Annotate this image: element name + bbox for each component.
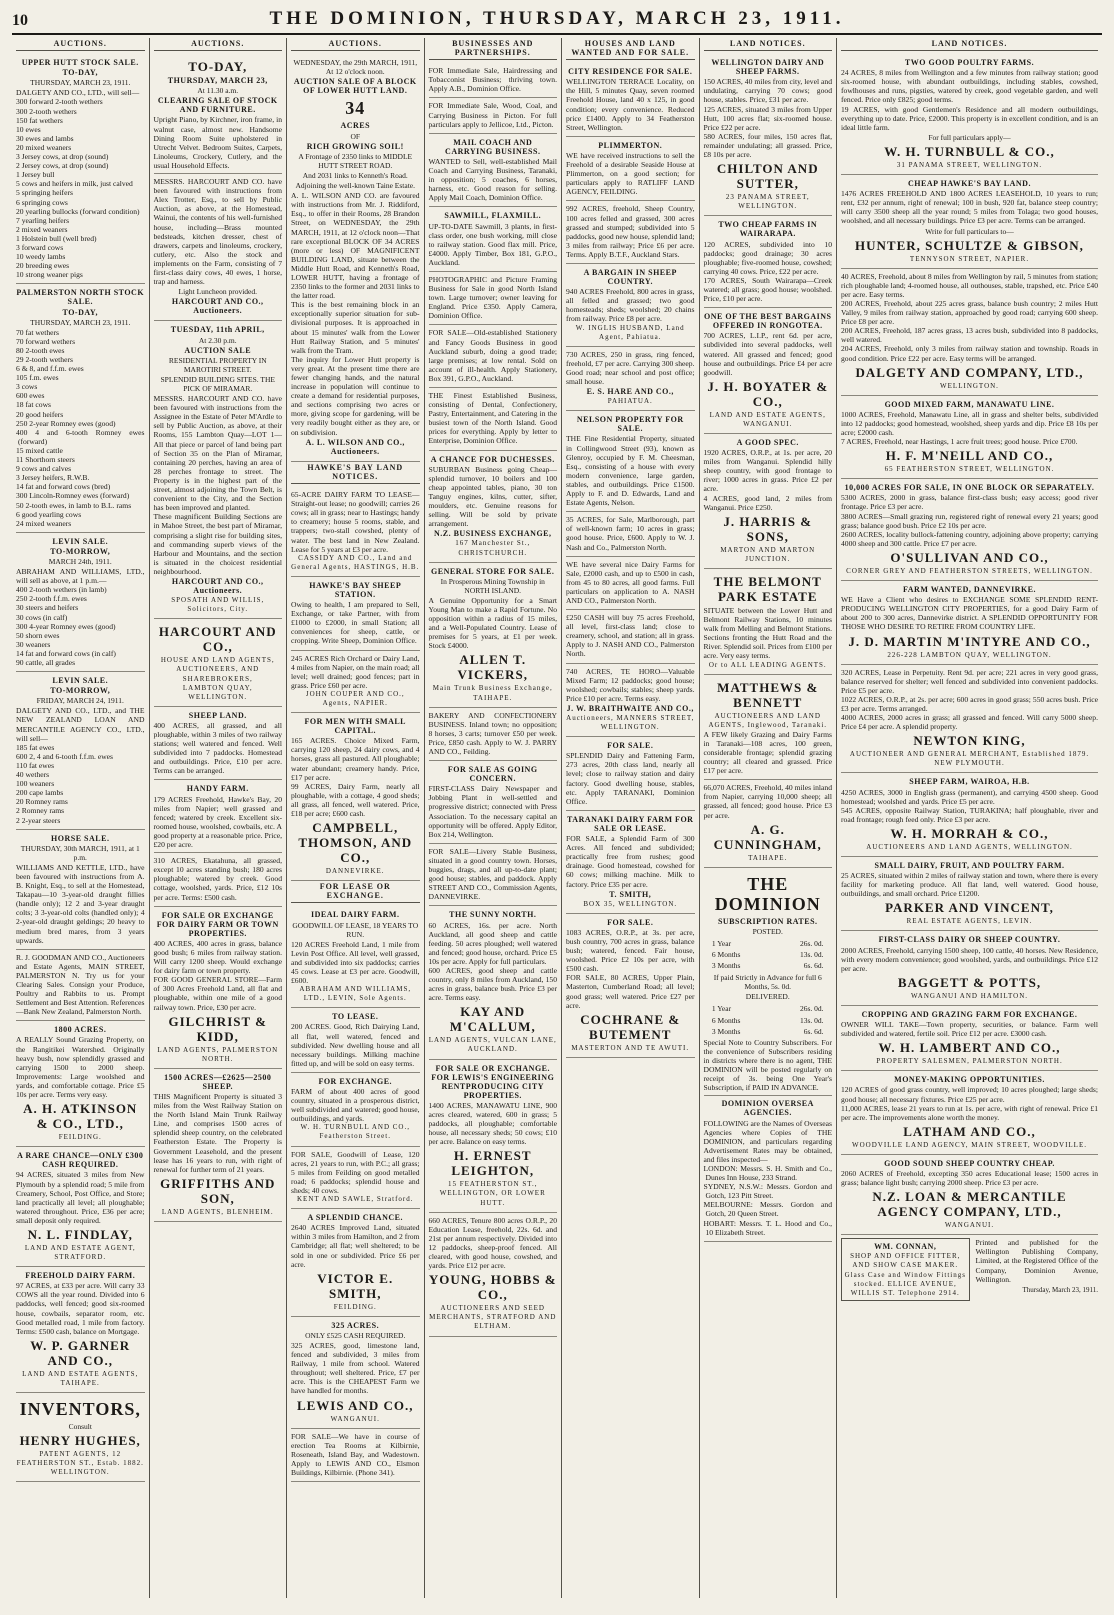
advertiser-name: HARCOURT AND CO., <box>158 624 277 655</box>
ad-freehold-dairy: FREEHOLD DAIRY FARM. 97 ACRES, at £33 per acre. Will carry 33 COWS all the year round. Divided into 6 paddocks, well fenced; good six-roomed house, cowbails, separator room, etc. Good metalled road, 1 mile from factory. Terms: £500 cash, balance on Mortgage. W. P. GARNER AND CO., LAND AND ESTATE AGENTS, TAIHAPE. <box>16 1267 145 1393</box>
list-item: 1 Jersey bull <box>16 170 55 180</box>
list-item: 2 Jersey cows, at drop (sound) <box>16 161 109 171</box>
rate-row <box>712 939 824 948</box>
ad-ideal-dairy: IDEAL DAIRY FARM. GOODWILL OF LEASE, 18 YEARS TO RUN. 120 ACRES Freehold Land, 1 mile from Levin Post Office. All level, well grassed, and subdivided into six paddocks; carries 45 cows. Lease at £3 per acre. Goodwill, £600. ABRAHAM AND WILLIAMS, LTD., LEVIN, Sole Agents. <box>291 906 420 1008</box>
ad-horse-sale: HORSE SALE. THURSDAY, 30th MARCH, 1911, at 1 p.m. WILLIAMS AND KETTLE, LTD., have been favoured with instructions from A. B. Knight, Esq., to sell at the Homestead, Takapau—10 3-year-old draught fillies (handle only); 12 2 and 3-year draught colts; 3 3-year-old colts (handled only); 4 2-year-old draught geldings; 20 heavy to medium bred mares, from 3 years upwards. <box>16 830 145 950</box>
ad-goodman: R. J. GOODMAN AND CO., Auctioneers and Estate Agents, MAIN STREET, PALMERSTON N. Try us for your Clearing Sales. Consign your Produce, Poultry and Rabbits to us. Prompt Settlement and Best Attention. References—Bank New Zealand, Palmerston North. <box>16 950 145 1022</box>
ad-belmont: THE BELMONT PARK ESTATE SITUATE between the Lower Hutt and Belmont Railway Stations, 10 minutes walk from Melling and Belmont Stations. Sections fronting the Hutt Road and the River. Splendid soil. Prices from £100 per acre. Very easy terms. Or to ALL LEADING AGENTS. <box>704 569 833 675</box>
stock-list <box>16 328 145 528</box>
list-item: 300 Lincoln-Romney ewes (forward) <box>16 491 130 501</box>
list-item: 1 Holstein bull (well bred) <box>16 233 97 243</box>
advertiser-name: J. H. BOYATER & CO., <box>707 378 829 409</box>
list-item: 2 mixed weaners <box>16 224 68 234</box>
column-4 <box>425 38 563 1598</box>
advertiser-name: A. H. ATKINSON & CO., LTD., <box>23 1101 138 1132</box>
ad-66070-acres: 66,070 ACRES, Freehold, 40 miles inland from Napier, carrying 10,000 sheep; all grassed, all fenced; good house. Price £3 per acre. A. G. CUNNINGHAM, TAIHAPE. <box>704 780 833 867</box>
advertiser-name: W. H. TURNBULL & CO., <box>884 143 1055 159</box>
advertiser-name: N. L. FINDLAY, <box>27 1226 133 1242</box>
column-3 <box>287 38 425 1598</box>
rate-period: 6 Months <box>711 950 741 959</box>
rate-price: 6s. 6d. <box>803 961 824 971</box>
list-item: 10 ewes <box>16 124 41 134</box>
list-item: 70 fat wethers <box>16 327 60 337</box>
ad-dairy-lease: 65-ACRE DAIRY FARM TO LEASE—Straight-out lease; no goodwill; carries 26 cows; all in grass; near to Hastings; handy to creamery; house 5 rooms, stable, and trappers; two-stall cowshed, plenty of water. The best land in New Zealand. Lease for 5 years at £3 per acre. CASSIDY AND CO., Land and General Agents, HASTINGS, H.B. <box>291 487 420 577</box>
list-item: 30 steers and heifers <box>16 603 79 613</box>
rate-row <box>712 961 824 970</box>
ad-levin-1: LEVIN SALE. TO-MORROW, MARCH 24th, 1911. ABRAHAM AND WILLIAMS, LTD., will sell as above, at 1 p.m.— 400 2-tooth wethers (in lamb) 250 2-tooth f.f.m. ewes 30 steers and heifers 30 cows (in calf) 300 4-year Romney ewes (good) 50 shorn ewes 30 weaners 14 fat and forward cows (in calf) 90 cattle, all grades <box>16 533 145 672</box>
list-item: 2 Romney rams <box>16 806 65 816</box>
list-item: 185 fat ewes <box>16 742 55 752</box>
ad-rare-chance: A RARE CHANCE—ONLY £300 CASH REQUIRED. 94 ACRES, situated 3 miles from New Plymouth by a splendid road; 5 mile from Creamery, School, Post Office, and Store; land practically all level; all ploughable; watered throughout. Price, £36 per acre; small deposit only required. N. L. FINDLAY, LAND AND ESTATE AGENT, STRATFORD. <box>16 1147 145 1267</box>
section-header: AUCTIONS. <box>154 38 283 51</box>
list-item: 15 mixed cattle <box>16 445 63 455</box>
ad-dairy-farms: WE have several nice Dairy Farms for Sale, £2000 cash, and up to £500 in cash, from 45 to 80 acres, all good farms. Full particulars on application to A. NASH AND CO., Palmerston North. <box>566 557 695 610</box>
list-item: 100 weaners <box>16 779 55 789</box>
advertiser-name: W. H. LAMBERT AND CO., <box>878 1040 1061 1056</box>
ad-wellington-farms: WELLINGTON DAIRY AND SHEEP FARMS. 150 ACRES, 40 miles from city, level and undulating, carrying 70 cows; good house, stables. Price, £31 per acre. 125 ACRES, situated 3 miles from Upper Hutt, 100 acres flat; six-roomed house. Price £22 per acre. 580 ACRES, four miles, 150 acres flat, remainder undulating; all grassed. Price, £8 10s per acre. CHILTON AND SUTTER, 23 PANAMA STREET, WELLINGTON. <box>704 54 833 216</box>
section-header: LAND NOTICES. <box>841 38 1098 51</box>
list-item: MELBOURNE: Messrs. Gordon and Gotch, 20 Queen Street. <box>703 1200 832 1219</box>
ad-general-store: GENERAL STORE FOR SALE. In Prosperous Mining Township in NORTH ISLAND. A Genuine Opportunity for a Smart Young Man to make a Rapid Fortune. No opposition within a radius of 15 miles, and a Well-Populated Country. Lease of premises for 5 years, at £1 per week. Stock £4000. ALLEN T. VICKERS, Main Trunk Business Exchange, TAIHAPE. <box>429 563 558 708</box>
list-item: 5 springing heifers <box>16 188 73 198</box>
ad-splendid-chance: A SPLENDID CHANCE. 2640 ACRES Improved Land, situated within 3 miles from Hamilton, and 2 from Cambridge; all flat; well sheltered; to be sold in one or subdivided. Price £6 per acre. VICTOR E. SMITH, FEILDING. <box>291 1209 420 1317</box>
advertiser-name: CAMPBELL, THOMSON, AND CO., <box>298 820 413 866</box>
advertiser-name: BAGGETT & POTTS, <box>897 974 1042 990</box>
ad-to-lease: TO LEASE. 200 ACRES. Good, Rich Dairying Land, all flat, well watered, fenced and subdivided. New dwelling house and all necessary buildings. Milking machine fitted up, and will be sold on easy terms. <box>291 1008 420 1073</box>
ad-manawatu: GOOD MIXED FARM, MANAWATU LINE. 1000 ACRES, Freehold, Manawatu Line, all in grass and shelter belts, subdivided into 12 paddocks; good homestead, woolshed, sheep yards and dip. Price £8 10s per acre; £2000 cash. 7 ACRES, Freehold, near Hastings, 1 acre fruit trees; good house. Price £700. H. F. M'NEILL AND CO., 65 FEATHERSTON STREET, WELLINGTON. <box>841 396 1098 480</box>
list-item: 600 ewes <box>16 391 45 401</box>
ad-lower-hutt-block: WEDNESDAY, the 29th MARCH, 1911, At 12 o'clock noon. AUCTION SALE OF A BLOCK OF LOWER HUTT LAND. 34 ACRES OF RICH GROWING SOIL! A Frontage of 2350 links to MIDDLE HUTT STREET ROAD. And 2031 links to Kenneth's Road. Adjoining the well-known Taine Estate. A. L. WILSON AND CO. are favoured with instructions from Mr. J. Riddiford, Esq., to offer in their Rooms, 28 Brandon Street, on WEDNESDAY, the 29th MARCH, 1911, at 12 o'clock noon—That rare exceptional BLOCK OF 34 ACRES (more or less) OF MAGNIFICENT BUILDING LAND, situate between the Middle Hutt Road, and Kenneth's Road, LOWER HUTT, having a frontage of 2350 links to the former and 2031 links to the latter road. This is the best remaining block in an exceptionally superior situation for sub-divisional purposes. It is approached in about 15 minutes' walk from the Lower Hutt Railway Station, and 5 minutes' walk from the Tram. The inquiry for Lower Hutt property is very great. At the present time there are fewer changing hands, and the natural increase in population will continue to create a demand for residential purposes, and sections comprising two acres or more, giving scope for gardening, will be very readily bought either as they are, or on subdivision. A. L. WILSON AND CO., Auctioneers. <box>291 54 420 462</box>
advertiser-name: ALLEN T. VICKERS, <box>457 652 528 683</box>
ad-livery: FOR SALE—Livery Stable Business, situated in a good country town. Horses, buggies, drags, and all up-to-date plant; good house; stables, and paddock. Apply STREET AND CO., Commission Agents, DANNEVIRKE. <box>429 844 558 907</box>
advertiser-name: W. H. MORRAH & CO., <box>890 825 1049 841</box>
ad-farm-wanted: FARM WANTED, DANNEVIRKE. WE Have a Client who desires to EXCHANGE SOME SPLENDID RENT-PRODUCING WELLINGTON CITY PROPERTIES, for a good Dairy Farm of about 200 to 300 acres, Dannevirke district. A SPLENDID OPPORTUNITY FOR THOSE WHO DESIRE TO RETIRE FROM COUNTRY LIFE. J. D. MARTIN M'INTYRE AND CO., 226-228 LAMBTON QUAY, WELLINGTON. <box>841 581 1098 665</box>
ad-matthews: MATTHEWS & BENNETT AUCTIONEERS AND LAND AGENTS, Inglewood, Taranaki. A FEW likely Grazing and Dairy Farms in Taranaki—108 acres, 100 green, considerable frontage; splendid grazing country; all cleared and grassed. Price £17 per acre. <box>704 675 833 781</box>
advertiser-name: VICTOR E. SMITH, <box>317 1270 394 1301</box>
ad-exchange-farm: FOR EXCHANGE. FARM of about 400 acres of good country, situated in a prosperous district, well subdivided and watered; good house, outbuildings, and yards. W. H. TURNBULL AND CO., Featherston Street. <box>291 1073 420 1147</box>
rate-price: 13s. 0d. <box>800 1015 824 1025</box>
ad-dalgety-land: 40 ACRES, Freehold, about 8 miles from Wellington by rail, 5 minutes from station; rich ploughable land; 4-roomed house, all outhouses, stable, trapshed, etc. Price £40 per acre. Easy terms. 200 ACRES, Freehold, about 225 acres grass, balance bush country; 2 miles Hutt Valley, 9 miles from railway station, approached by good road; carrying 600 sheep. Price £8 per acre. 200 ACRES, Freehold, 187 acres grass, 13 acres bush, subdivided into 8 paddocks, well watered. 204 ACRES, Freehold, only 3 miles from railway station and township. Roads in good condition. Price £22 per acre. Easy terms will be arranged. DALGETY AND COMPANY, LTD., WELLINGTON. <box>841 269 1098 396</box>
advertiser-name: INVENTORS, <box>19 1399 141 1419</box>
advertiser-name: THE BELMONT PARK ESTATE <box>713 573 822 604</box>
rate-period: 1 Year <box>711 938 732 948</box>
advertiser-name: A. G. CUNNINGHAM, <box>713 821 822 852</box>
ad-mail-coach: MAIL COACH AND CARRYING BUSINESS. WANTED to Sell, well-established Mail Coach and Carrying Business, Taranaki, in opposition; 5 coaches, 6 horses, harness, etc. Good reason for selling. Apply Mail Coach, Dominion Office. <box>429 134 558 208</box>
list-item: 70 forward wethers <box>16 336 76 346</box>
list-item: 105 f.m. ewes <box>16 373 59 383</box>
list-item: 10 strong weaner pigs <box>16 270 83 280</box>
ad-first-class: FIRST-CLASS DAIRY OR SHEEP COUNTRY. 2000 ACRES, Freehold, carrying 1500 sheep, 100 cattle, 40 horses. New Residence, with every modern convenience; good woolshed, yards, and outbuildings. Price £12 per acre. BAGGETT & POTTS, WANGANUI AND HAMILTON. <box>841 931 1098 1005</box>
list-item: 110 fat ewes <box>16 760 55 770</box>
advertiser-name: PARKER AND VINCENT, <box>885 900 1054 916</box>
list-item: 250 2-tooth f.f.m. ewes <box>16 594 87 604</box>
ad-sound-sheep: GOOD SOUND SHEEP COUNTRY CHEAP. 2060 ACRES of Freehold, excepting 350 acres Educational lease; 1500 acres in grass; balance light bush; carrying 2000 sheep. Price £3 per acre. N.Z. LOAN & MERCANTILE AGENCY COMPANY, LTD., WANGANUI. <box>841 1155 1098 1235</box>
section-header: HAWKE'S BAY LAND NOTICES. <box>291 462 420 484</box>
ad-nelson: NELSON PROPERTY FOR SALE. THE Fine Residential Property, situated in Collingwood Street (93), known as Glenroy, occupied by F. M. Cheesman, Esq., consisting of a house with every modern convenience, large garden, stables, and outbuildings. Price £1500. Apply to F. and D. Edwards, Land and Estate Agents, Nelson. <box>566 411 695 512</box>
rate-price: 13s. 0d. <box>800 950 824 959</box>
list-item: 20 mixed weaners <box>16 142 72 152</box>
advertiser-name: GRIFFITHS AND SON, <box>160 1175 276 1206</box>
ad-miramar-sections: TUESDAY, 11th APRIL, At 2.30 p.m. AUCTION SALE RESIDENTIAL PROPERTY IN MAROTIRI STREET. SPLENDID BUILDING SITES. THE PICK OF MIRAMAR. MESSRS. HARCOURT AND CO. have been favoured with instructions from the Assignee in the Estate of Peter M'Ardle to sell by Public Auction, as above, at their Rooms, 155 Lambton Quay—LOT 1—All that piece or parcel of land being part of Section 35 on the Plan of Miramar, containing 20 perches, having an area of 28 perches frontage to street. The Property is in the highest part of the street, almost adjoining the Town Belt, is convenient to the City, and the Section has been improved and planted. These magnificent Building Sections are in Mahoe Street, the best part of Miramar, comprising a slight rise for building sites, and commanding superb views of the Harbour and Mountains, and the section is situated in the choicest residential neighbourhood. HARCOURT AND CO., Auctioneers. SPOSATH AND WILLIS, Solicitors, City. <box>154 321 283 619</box>
section-header: AUCTIONS. <box>16 38 145 51</box>
advertiser-name: LEWIS AND CO., <box>296 1397 414 1413</box>
ad-10000-acres: 10,000 ACRES FOR SALE, IN ONE BLOCK OR SEPARATELY. 5300 ACRES, 2000 in grass, balance first-class bush; easy access; good river frontage. Price £3 per acre. 3800 ACRES—Small grazing run, registered right of renewal every 21 years; good grass; balance good bush. Price £2 10s per acre. 2600 ACRES, locality bullock-fattening country, adjoining above property; carrying 4000 sheep and 300 cattle. Price £7 per acre. O'SULLIVAN AND CO., CORNER GREY AND FEATHERSTON STREETS, WELLINGTON. <box>841 479 1098 581</box>
list-item: 80 2-tooth ewes <box>16 345 65 355</box>
ad-taranaki-dairy: TARANAKI DAIRY FARM FOR SALE OR LEASE. FOR SALE, a Splendid Farm of 300 Acres. All fenced and subdivided; practically free from rushes; good drainage. Good homestead, cowshed for 60 cows; milking machine. Milk to factory. Price £35 per acre. T. SMITH, BOX 35, WELLINGTON. <box>566 811 695 914</box>
ad-photographic: PHOTOGRAPHIC and Picture Framing Business for Sale in good North Island town. Large turnover; owner leaving for England. Price £350. Apply Camera, Dominion Office. <box>429 272 558 325</box>
list-item: 400 2-tooth wethers (in lamb) <box>16 585 107 595</box>
ad-lewis-exchange: FOR SALE OR EXCHANGE. FOR LEWIS'S ENGINEERING RENTPRODUCING CITY PROPERTIES. 1400 ACRES, MANAWATU LINE, 900 acres cleared, watered, 600 in grass; 5 paddocks, all ploughable; comfortable house, all necessary sheds; 50 cows; £10 per acre. Balance on easy terms. H. ERNEST LEIGHTON, 15 FEATHERSTON ST., WELLINGTON, OR LOWER HUTT. <box>429 1060 558 1213</box>
list-item: 200 cape lambs <box>16 788 64 798</box>
section-header: FOR LEASE OR EXCHANGE. <box>291 881 420 903</box>
dominion-title: THE DOMINION <box>714 873 821 914</box>
ad-wairoa: SHEEP FARM, WAIROA, H.B. 4250 ACRES, 3000 in English grass (permanent), and carrying 4500 sheep. Good homestead; woolshed and yards. Price £5 per acre. 545 ACRES, opposite Railway Station, TURAKINA; half ploughable, river and road frontage; rough feed only. Price £3 per acre. W. H. MORRAH & CO., AUCTIONEERS AND LAND AGENTS, WELLINGTON. <box>841 773 1098 857</box>
list-item: 10 weedy lambs <box>16 252 66 262</box>
list-item: 24 mixed weaners <box>16 518 72 528</box>
rate-row <box>712 1004 824 1013</box>
ad-clearing-sale: TO-DAY, THURSDAY, MARCH 23, At 11.30 a.m. CLEARING SALE OF STOCK AND FURNITURE. Upright Piano, by Kirchner, iron frame, in walnut case, almost new. Handsome Dining Room Suite upholstered in Utrecht Velvet. Bedroom Suites, Carpets, Linoleums, Crockery, Cutlery, and the usual Household Effects. MESSRS. HARCOURT AND CO. have been favoured with instructions from Alex Trotter, Esq., to sell by Public Auction, as above, at the Homestead, Wainui, the contents of his well-furnished house, including—Brass mounted bedsteads, kitchen dresser, chest of drawers, carpets and linoleums, crockery, cutlery, etc. Also the stock and implements on the Farm, consisting of 7 first-class dairy cows, 40 ewes, 1 horse, trap and harness. Light Luncheon provided. HARCOURT AND CO., Auctioneers. <box>154 54 283 321</box>
advertiser-name: GILCHRIST & KIDD, <box>168 1013 268 1044</box>
column-1 <box>12 38 150 1598</box>
advertiser-name: COCHRANE & BUTEMENT <box>580 1011 681 1042</box>
ad-1500-acres: 1500 ACRES—£2625—2500 SHEEP. THIS Magnificent Property is situated 3 miles from the West Railway Station on the North Island Main Trunk Railway Line, and comprises 1500 acres of splendid sheep country, on the celebrated Featherston Estate. The Property is Government Leasehold, and the present lease has 16 years to run, with right of renewal for further term of 21 years. GRIFFITHS AND SON, LAND AGENTS, BLENHEIM. <box>154 1069 283 1222</box>
ad-bakery: BAKERY AND CONFECTIONERY BUSINESS. Inland town; no opposition; 8 horses, 3 carts; turnover £50 per week. Price, £850 cash. Apply to W. J. PARRY AND CO., Feilding. <box>429 708 558 761</box>
ad-exchange: FOR SALE OR EXCHANGE FOR DAIRY FARM OR TOWN PROPERTIES. 400 ACRES, 400 acres in grass, balance good bush; 6 miles from railway station. Will carry 1200 sheep. Would exchange for dairy farm or town property. FOR GOOD GENERAL STORE—Farm of 300 Acres Freehold Land, all flat and ploughable, within one mile of a good railway town. Price, £30 per acre. GILCHRIST & KIDD, LAND AGENTS, PALMERSTON NORTH. <box>154 907 283 1069</box>
list-item: 90 cattle, all grades <box>16 658 76 667</box>
ad-wood-coal: FOR Immediate Sale, Wood, Coal, and Carrying Business in Picton. For full particulars apply to Jellicoe, Ltd., Picton. <box>429 98 558 133</box>
rate-period: 3 Months <box>711 961 741 971</box>
list-item: 11 Shorthorn steers <box>16 455 75 465</box>
list-item: 300 2-tooth wethers <box>16 106 77 116</box>
delivered-rates-table <box>710 1002 826 1037</box>
ad-660-acres: 660 ACRES, Tenure 800 acres O.R.P., 20 Education Lease, freehold, 22s. 6d. and 21st per annum respectively. Divided into 12 paddocks, sheep-proof fenced. All cleared, with good house, cowshed, and yards. Price £12 per acre. YOUNG, HOBBS & CO., AUCTIONEERS AND SEED MERCHANTS, STRATFORD AND ELTHAM. <box>429 1213 558 1337</box>
ad-palmerston: PALMERSTON NORTH STOCK SALE. TO-DAY, THURSDAY, MARCH 23, 1911. 70 fat wethers 70 forward wethers 80 2-tooth ewes 29 2-tooth wethers 6 & 8, and f.f.m. ewes 105 f.m. ewes 3 cows 600 ewes 18 fat cows 20 good heifers 250 2-year Romney ewes (good) 400 4 and 6-tooth Romney ewes (forward) 15 mixed cattle 11 Shorthorn steers 9 cows and calves 3 Jersey heifers, R.W.B. 14 fat and forward cows (bred) 300 Lincoln-Romney ewes (forward) 50 2-tooth ewes, in lamb to B.L. rams 6 good yearling cows 24 mixed weaners <box>16 284 145 532</box>
rate-row <box>712 1027 824 1036</box>
advertiser-name: MATTHEWS & BENNETT <box>717 679 819 710</box>
list-item: 20 breeding ewes <box>16 261 70 271</box>
newspaper-title: THE DOMINION, THURSDAY, MARCH 23, 1911. <box>269 8 845 29</box>
ad-tea-rooms: FOR SALE—We have in course of erection Tea Rooms at Kilbirnie, Roseneath, Island Bay, and Wadestown. Apply to LEWIS AND CO., Elsmon Buildings, Kilbirnie. (Phone 341). <box>291 1429 420 1482</box>
rate-price: 6s. 6d. <box>803 1026 824 1036</box>
ad-finest-business: THE Finest Established Business, consisting of Dental, Confectionery, Pastry, Entertainment, and Catering in the busiest town of the North Island. Good prices for everything. Apply by letter to Enterprise, Dominion Office. <box>429 388 558 451</box>
ad-harcourt: HARCOURT AND CO., HOUSE AND LAND AGENTS, AUCTIONEERS, AND SHAREBROKERS, LAMBTON QUAY, WELLINGTON. <box>154 619 283 706</box>
ad-992-acres: 992 ACRES, freehold, Sheep Country, 100 acres felled and grassed, 300 acres grassed and stumped; subdivided into 5 paddocks, good new house, splendid land; 3 miles from railway; Price £6 per acre. Terms. Apply B.T.F., Auckland Stars. <box>566 201 695 264</box>
list-item: 150 fat wethers <box>16 115 63 125</box>
advertiser-name: W. P. GARNER AND CO., <box>30 1337 131 1368</box>
stock-list <box>16 585 145 667</box>
list-item: 14 fat and forward cows (in calf) <box>16 648 116 658</box>
list-item: LONDON: Messrs. S. H. Smith and Co., Dunes Inn House, 233 Strand. <box>703 1163 832 1183</box>
list-item: 14 fat and forward cows (bred) <box>16 482 111 492</box>
rate-price: 26s. 0d. <box>800 1004 824 1014</box>
ad-handy-farm: HANDY FARM. 179 ACRES Freehold, Hawke's Bay, 20 miles from Napier; well grassed and fenced; watered by creek. Excellent six-roomed house, woolshed, cowbails, etc. A good property at a reasonable price. Price, £20 per acre. 310 ACRES, Ekatahuna, all grassed, except 10 acres standing bush; 180 acres ploughable; watered by creek. Good cottage, woolshed, yards. Price, £12 10s per acre. Terms: £500 cash. <box>154 780 283 906</box>
footer-row <box>841 1235 1098 1301</box>
advertiser-name: H. ERNEST LEIGHTON, <box>451 1148 535 1179</box>
advertiser-name: KAY AND M'CALLUM, <box>449 1004 536 1035</box>
advertiser-name: N.Z. LOAN & MERCANTILE AGENCY COMPANY, LTD., <box>872 1189 1067 1220</box>
stock-list <box>16 97 145 279</box>
advertiser-name: NEWTON KING, <box>913 733 1026 749</box>
ad-stationery: FOR SALE—Old-established Stationery and Fancy Goods Business in good Auckland suburb, doing a good trade; large premises; at low rental. Sold on account of ill-health. Apply Stationery, Box 391, G.P.O., Auckland. <box>429 325 558 388</box>
masthead <box>12 8 1102 35</box>
ad-hairdressing: FOR Immediate Sale, Hairdressing and Tobacconist Business; thriving town. Apply A.B., Dominion Office. <box>429 63 558 98</box>
list-item: 6 & 8, and f.f.m. ewes <box>16 364 84 374</box>
ad-sheep-land: SHEEP LAND. 400 ACRES, all grassed, and all ploughable, within 3 miles of two railway stations; well watered and fenced. Well subdivided into 7 paddocks. Homestead and outbuildings. Price, £10 per acre. Terms can be arranged. <box>154 707 283 781</box>
advertiser-name: HUNTER, SCHULTZE & GIBSON, <box>855 237 1084 253</box>
page-number: 10 <box>12 12 28 29</box>
list-item: 250 2-year Romney ewes (good) <box>16 418 116 428</box>
ad-goodwill-lease: FOR SALE, Goodwill of Lease, 120 acres, 21 years to run, with P.C.; all grass; 5 miles from Feilding on good metalled road; 6 paddocks; splendid house and sheds; 40 cows. KENT AND SAWLE, Stratford. <box>291 1147 420 1210</box>
ad-poultry-farms: TWO GOOD POULTRY FARMS. 24 ACRES, 8 miles from Wellington and a few minutes from railway station; good six-roomed house, with abundant outbuildings, including stables, cowshed, fowlhouses and runs, pigsties, watered by creek, good vegetable garden, and well fenced. Price only £825; good terms. 19 ACRES, with good Gentlemen's Residence and all modern outbuildings, everything up to date. Price, £2000. This property is in excellent condition, and is an ideal little farm. For full particulars apply— W. H. TURNBULL & CO., 31 PANAMA STREET, WELLINGTON. <box>841 54 1098 175</box>
advertiser-name: J. HARRIS & SONS, <box>723 513 813 544</box>
column-2 <box>150 38 288 1598</box>
ad-1800-acres: 1800 ACRES. A REALLY Sound Grazing Property, on the Rangitikei Watershed. Originally heavy bush, now splendidly grassed and carrying 1500 to 2000 sheep. Improvements: Large woolshed and yards, and comfortable cottage. Price £5 10s per acre. Terms very easy. A. H. ATKINSON & CO., LTD., FEILDING. <box>16 1021 145 1147</box>
ad-1083-acres: FOR SALE. 1083 ACRES, O.R.P., at 3s. per acre, bush country, 700 acres in grass, balance bush; watered, fenced. Fair house, woolshed. Price £2 10s per acre, with £500 cash. FOR SALE, 80 ACRES, Upper Plain, Masterton, Cumberland Road; all level; good grass; well watered. Price £27 per acre. COCHRANE & BUTEMENT MASTERTON AND TE AWUTI. <box>566 914 695 1058</box>
ad-money-making: MONEY-MAKING OPPORTUNITIES. 120 ACRES of good grass country, well improved; 10 acres ploughed; large sheds; good house; all necessary fixtures. Price £25 per acre. 11,000 ACRES, lease 21 years to run at 1s. per acre, with right of renewal. Price £1 per acre. The improvements alone worth the money. LATHAM AND CO., WOODVILLE LAND AGENCY, MAIN STREET, WOODVILLE. <box>841 1071 1098 1155</box>
ad-245-acres: 245 ACRES Rich Orchard or Dairy Land, 4 miles from Napier, on the main road; all level; well drained; good fences; part in grass. Price £60 per acre. JOHN COUPER AND CO., Agents, NAPIER. <box>291 651 420 714</box>
ad-sheep-bargain: A BARGAIN IN SHEEP COUNTRY. 940 ACRES Freehold, 800 acres in grass, all felled and grassed; two good homesteads; sheds; woolshed; 20 chains from railway. Price £8 per acre. W. INGLIS HUSBAND, Land Agent, Pahiatua. <box>566 264 695 347</box>
column-5 <box>562 38 700 1598</box>
ad-dairy-fattening: FOR SALE. SPLENDID Dairy and Fattening Farm, 273 acres, 20th class land, nearly all level; close to railway station and dairy factory. Good dwelling house, stables, etc. Apply TARANAKI, Dominion Office. <box>566 737 695 811</box>
list-item: 30 cows (in calf) <box>16 612 68 622</box>
ad-sawmill: SAWMILL, FLAXMILL. UP-TO-DATE Sawmill, 3 plants, in first-class order, one bush working, mill close to railway station. Good flax mill. Price, £4000. Apply Timber, Box 181, G.P.O., Auckland. <box>429 207 558 272</box>
list-item: 600 2, 4 and 6-tooth f.f.m. ewes <box>16 751 114 761</box>
list-item: 30 weaners <box>16 639 51 649</box>
list-item: 3 forward cows <box>16 242 64 252</box>
ad-325-acres: 325 ACRES. ONLY £525 CASH REQUIRED. 325 ACRES, good, limestone land, fenced and subdivided, 3 miles from Railway, 1 mile from school. Watered throughout; well sheltered. Price, £7 per acre. This is the CHEAPEST Farm we have handled for months. LEWIS AND CO., WANGANUI. <box>291 1317 420 1429</box>
list-item: 6 good yearling cows <box>16 509 82 519</box>
list-item: 20 good heifers <box>16 409 64 419</box>
ad-newton-king: 320 ACRES, Lease in Perpetuity. Rent 9d. per acre; 221 acres in very good grass, balance reserved for shelter; well fenced and subdivided into convenient paddocks. Price £5 per acre. 1022 ACRES, O.R.P., at 2s. per acre; 600 acres in good grass; 550 acres bush. Price £3 per acre. Terms arranged. 4000 ACRES, 2000 acres in grass; all grassed and fenced. Will carry 5000 sheep. Price £4 per acre. A splendid property. NEWTON KING, AUCTIONEER AND GENERAL MERCHANT, Established 1879. NEW PLYMOUTH. <box>841 665 1098 774</box>
column-7 <box>837 38 1102 1598</box>
list-item: 300 forward 2-tooth wethers <box>16 97 103 107</box>
section-header: LAND NOTICES. <box>704 38 833 51</box>
list-item: 50 2-tooth ewes, in lamb to B.L. rams <box>16 500 132 510</box>
ad-rongotea: ONE OF THE BEST BARGAINS OFFERED IN RONGOTEA. 700 ACRES, L.I.P., rent 6d. per acre, subdivided into several paddocks, well watered. All grassed and fenced; good house and outbuildings. Price £4 per acre goodwill. J. H. BOYATER & CO., LAND AND ESTATE AGENTS, WANGANUI. <box>704 308 833 434</box>
ad-upper-hutt: UPPER HUTT STOCK SALE. TO-DAY, THURSDAY, MARCH 23, 1911. DALGETY AND CO., LTD., will sell— 300 forward 2-tooth wethers 300 2-tooth wethers 150 fat wethers 10 ewes 30 ewes and lambs 20 mixed weaners 3 Jersey cows, at drop (sound) 2 Jersey cows, at drop (sound) 1 Jersey bull 5 cows and heifers in milk, just calved 5 springing heifers 6 springing cows 20 yearling bullocks (forward condition) 7 yearling heifers 2 mixed weaners 1 Holstein bull (well bred) 3 forward cows 10 weedy lambs 20 breeding ewes 10 strong weaner pigs <box>16 54 145 284</box>
list-item: 400 4 and 6-tooth Romney ewes (forward) <box>16 427 145 446</box>
ad-small-capital: FOR MEN WITH SMALL CAPITAL. 165 ACRES. Choice Mixed Farm, carrying 120 sheep, 24 dairy cows, and 4 horses, grass all pastured. All ploughable; water abundant; creamery handy. Price, £17 per acre. 99 ACRES, Dairy Farm, nearly all ploughable, with a cottage, 4 good sheds; all grass, all fenced, well watered. Price, £18 per acre; £600 cash. CAMPBELL, THOMSON, AND CO., DANNEVIRKE. <box>291 713 420 881</box>
ad-hawkes-station: HAWKE'S BAY SHEEP STATION. Owing to health, I am prepared to Sell, Exchange, or take Partner, with from £1000 to £2000, in small Station; all conveniences for sheep, cattle, or cropping. Write Sheep, Dominion Office. <box>291 577 420 651</box>
rate-period: 1 Year <box>711 1004 732 1014</box>
advertiser-name: LATHAM AND CO., <box>903 1123 1036 1139</box>
list-item: 50 shorn ewes <box>16 630 60 640</box>
subscription-rates: THE DOMINION SUBSCRIPTION RATES. POSTED. 1 Year 26s. 0d. 6 Months 13s. 0d. 3 Months 6s. 6d. If paid Strictly in Advance for full 6 Months, 5s. 0d. DELIVERED. 1 Year 26s. 0d. 6 Months 13s. 0d. 3 Months 6s. 6d. Special Note to Country Subscribers. For the convenience of Subscribers residing in districts where there is no agent, THE DOMINION will be posted regularly on receipt of 3s. being One Year's Subscription, if PAID IN ADVANCE. DOMINION OVERSEA AGENCIES. FOLLOWING are the Names of Overseas Agencies where Copies of THE DOMINION, and particulars regarding Advertisement Rates may be obtained, and files inspected— LONDON: Messrs. S. H. Smith and Co., Dunes Inn House, 233 Strand. SYDNEY, N.S.W.: Messrs. Gordon and Gotch, 123 Pitt Street. MELBOURNE: Messrs. Gordon and Gotch, 20 Queen Street. HOBART: Messrs. T. L. Hood and Co., 10 Elizabeth Street. <box>704 868 833 1242</box>
ad-35-acres: 35 ACRES, for Sale, Marlborough, part of well-known farm; 10 acres in grass; good house. Price, £600. Apply to W. J. Nash and Co., Palmerston North. <box>566 512 695 556</box>
imprint: Printed and published for the Wellington Publishing Company, Limited, at the Registered Office of the Company, Dominion Avenue, Wellington. Thursday, March 23, 1911. <box>975 1238 1098 1294</box>
list-item: HOBART: Messrs. T. L. Hood and Co., 10 Elizabeth Street. <box>703 1218 832 1237</box>
ad-250-cash: £250 CASH will buy 75 acres Freehold, all level, first-class land; close to creamery, school, and station; all in grass. Apply to J. NASH AND CO., Palmerston North. <box>566 610 695 663</box>
list-item: 30 ewes and lambs <box>16 133 74 143</box>
advertiser-name: DALGETY AND COMPANY, LTD., <box>855 364 1084 380</box>
ad-connan: WM. CONNAN, SHOP AND OFFICE FITTER, AND SHOW CASE MAKER. Glass Case and Window Fittings stocked. ELLICE AVENUE, WILLIS ST. Telephone 2914. <box>841 1238 970 1301</box>
section-header: BUSINESSES AND PARTNERSHIPS. <box>429 38 558 60</box>
list-item: 6 springing cows <box>16 197 68 207</box>
column-6 <box>700 38 838 1598</box>
advertiser-name: O'SULLIVAN AND CO., <box>890 549 1049 565</box>
agency-list <box>704 1164 833 1237</box>
list-item: 29 2-tooth wethers <box>16 355 73 364</box>
list-item: 3 cows <box>16 382 38 392</box>
rate-row <box>712 1016 824 1025</box>
list-item: SYDNEY, N.S.W.: Messrs. Gordon and Gotch, 123 Pitt Street. <box>703 1182 832 1201</box>
ad-plimmerton: PLIMMERTON. WE have received instructions to sell the Freehold of a desirable Seaside House at Plimmerton, on a good section; for particulars apply to RATLIFF LAND AGENCY, FEILDING. <box>566 137 695 202</box>
ad-740-acres: 740 ACRES, TE HORO—Valuable Mixed Farm; 12 paddocks; good house; woolshed; cowbails; stables; sheep yards. Price £10 per acre. Terms easy. J. W. BRAITHWAITE AND CO., Auctioneers, MANNERS STREET, WELLINGTON. <box>566 664 695 738</box>
section-header: AUCTIONS. <box>291 38 420 51</box>
advertiser-name: H. F. M'NEILL AND CO., <box>885 448 1054 464</box>
rate-price: 26s. 0d. <box>800 938 824 948</box>
list-item: 40 wethers <box>16 770 50 780</box>
ad-inventors: INVENTORS, Consult HENRY HUGHES, PATENT AGENTS, 12 FEATHERSTON ST., Estab. 1882. WELLINGTON. <box>16 1393 145 1482</box>
ad-730-acres: 730 ACRES, 250 in grass, ring fenced, freehold, £7 per acre. Carrying 300 sheep. Good road; near school and post office; small house. E. S. HARE AND CO., PAHIATUA. <box>566 347 695 412</box>
ad-levin-2: LEVIN SALE. TO-MORROW, FRIDAY, MARCH 24, 1911. DALGETY AND CO., LTD., and THE NEW ZEALAND LOAN AND MERCANTILE AGENCY CO., LTD., will sell— 185 fat ewes 600 2, 4 and 6-tooth f.f.m. ewes 110 fat ewes 40 wethers 100 weaners 200 cape lambs 20 Romney rams 2 Romney rams 2 2-year steers <box>16 672 145 830</box>
list-item: 300 4-year Romney ewes (good) <box>16 621 116 631</box>
ad-duchesses: A CHANCE FOR DUCHESSES. SUBURBAN Business going Cheap—splendid turnover, 10 boilers and 100 cheap appointed tables, piano, 30 ton Tanguy engines, kilns, cutter, sifter, moulders, etc. Genuine reasons for selling. Will be sold by private arrangement. N.Z. BUSINESS EXCHANGE, 167 Manchester St., CHRISTCHURCH. <box>429 451 558 563</box>
section-header: HOUSES AND LAND WANTED AND FOR SALE. <box>566 38 695 60</box>
stock-list <box>16 743 145 825</box>
ad-sunny-north: THE SUNNY NORTH. 60 ACRES, 16s. per acre. North Auckland, all good sheep and cattle feeding. 50 acres ploughed; well watered and fenced; good house, orchard. Price £5 10s per acre. Apply for full particulars. 600 ACRES, good sheep and cattle country, only 8 miles from Auckland, 150 acres in grass, balance bush. Price £3 per acre. Terms easy. KAY AND M'CALLUM, LAND AGENTS, VULCAN LANE, AUCKLAND. <box>429 906 558 1059</box>
ad-cropping: CROPPING AND GRAZING FARM FOR EXCHANGE. OWNER WILL TAKE—Town property, securities, or balance. Farm well subdivided and watered, fertile soil. Price £12 per acre. £3000 cash. W. H. LAMBERT AND CO., PROPERTY SALESMEN, PALMERSTON NORTH. <box>841 1006 1098 1071</box>
list-item: 7 yearling heifers <box>16 215 70 225</box>
list-item: 18 fat cows <box>16 400 52 410</box>
advertiser-name: CHILTON AND SUTTER, <box>716 161 819 192</box>
ad-going-concern: FOR SALE AS GOING CONCERN. FIRST-CLASS Dairy Newspaper and Jobbing Plant in well-settled and progressive district; connected with Press Association. To the necessary capital an opportunity will be offered. Apply Editor, Box 214, Wellington. <box>429 761 558 844</box>
posted-rates-table <box>710 937 826 972</box>
list-item: 2 2-year steers <box>16 815 61 825</box>
list-item: 3 Jersey heifers, R.W.B. <box>16 473 90 483</box>
rate-period: 6 Months <box>711 1015 741 1025</box>
list-item: 5 cows and heifers in milk, just calved <box>16 179 133 189</box>
list-item: 9 cows and calves <box>16 464 72 474</box>
ad-city-residence: CITY RESIDENCE FOR SALE. WELLINGTON TERRACE Locality, on the Hill, 5 minutes Quay, seven roomed Freehold House, land 40 x 125, in good condition; every convenience. Reduced price £1400. Apply to 34 Featherston Street, Wellington. <box>566 63 695 137</box>
rate-row <box>712 950 824 959</box>
list-item: 20 yearling bullocks (forward condition) <box>16 206 140 216</box>
ad-cheap-hawkes: CHEAP HAWKE'S BAY LAND. 1476 ACRES FREEHOLD AND 1800 ACRES LEASEHOLD, 10 years to run; rent, £32 per annum, right of renewal; 100 in bush, 920 fat, balance steep country; will carry 3500 sheep all the year round; 5 miles from Tolaga; two good houses, woolshed, and all necessary buildings. Price £3 per acre. Terms can be arranged. Write for full particulars to— HUNTER, SCHULTZE & GIBSON, TENNYSON STREET, NAPIER. <box>841 175 1098 269</box>
ad-wairarapa: TWO CHEAP FARMS IN WAIRARAPA. 120 ACRES, subdivided into 10 paddocks; good drainage; 30 acres ploughable; five-roomed house, cowshed; carrying 40 cows. Price, £22 per acre. 170 ACRES, South Wairarapa—Creek watered; all grass; good house; woolshed. Price, £10 per acre. <box>704 216 833 308</box>
list-item: 20 Romney rams <box>16 797 68 807</box>
advertiser-name: J. D. MARTIN M'INTYRE AND CO., <box>848 633 1091 649</box>
ad-small-dairy: SMALL DAIRY, FRUIT, AND POULTRY FARM. 25 ACRES, situated within 2 miles of railway station and town, where there is every facility for marketing produce. All flat land, well watered. Good house, outbuildings, and small orchard. Price £1200. PARKER AND VINCENT, REAL ESTATE AGENTS, LEVIN. <box>841 857 1098 931</box>
ad-good-spec: A GOOD SPEC. 1920 ACRES, O.R.P., at 1s. per acre, 20 miles from Wanganui. Splendid hilly sheep country, with good frontage to river; 1000 acres in grass. Price £2 per acre. 4 ACRES, good land, 2 miles from Wanganui. Price £250. J. HARRIS & SONS, MARTON AND MARTON JUNCTION. <box>704 434 833 569</box>
columns <box>12 38 1102 1598</box>
list-item: 3 Jersey cows, at drop (sound) <box>16 152 109 162</box>
advertiser-name: YOUNG, HOBBS & CO., <box>428 1272 557 1303</box>
rate-period: 3 Months <box>711 1026 741 1036</box>
